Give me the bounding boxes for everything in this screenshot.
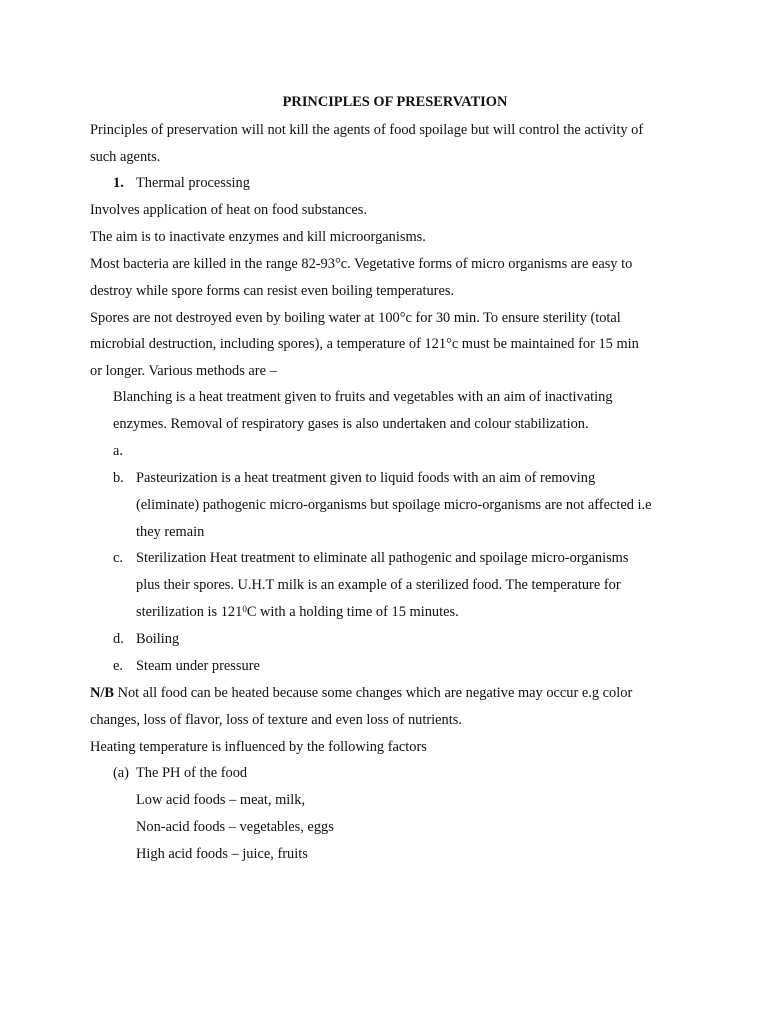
- list-marker-e: e.: [113, 658, 123, 674]
- factors-intro: Heating temperature is influenced by the following factors: [90, 739, 427, 755]
- list-marker-a: a.: [113, 443, 123, 459]
- factor-a-text: The PH of the food: [136, 765, 248, 781]
- body-line: Most bacteria are killed in the range 82-93°c. Vegetative forms of micro organisms are easy to: [90, 256, 633, 272]
- list-item-c-line: Sterilization Heat treatment to eliminate all pathogenic and spoilage micro-organisms: [136, 550, 629, 566]
- list-item-b-line: (eliminate) pathogenic micro-organisms but spoilage micro-organisms are not affected i.e: [136, 497, 652, 513]
- section-heading: Thermal processing: [136, 175, 250, 191]
- list-item-e: Steam under pressure: [136, 658, 260, 674]
- note-line-1: [90, 684, 632, 702]
- body-line: microbial destruction, including spores), a temperature of 121°c must be maintained for 15 min: [90, 336, 639, 352]
- body-line: Spores are not destroyed even by boiling water at 100°c for 30 min. To ensure sterility (total: [90, 310, 621, 326]
- body-line: Involves application of heat on food substances.: [90, 202, 367, 218]
- list-marker-d: d.: [113, 631, 124, 647]
- note-line-2: changes, loss of flavor, loss of texture and even loss of nutrients.: [90, 712, 462, 728]
- list-item-b-line: they remain: [136, 524, 205, 540]
- body-line: The aim is to inactivate enzymes and kill microorganisms.: [90, 229, 426, 245]
- list-marker-c: c.: [113, 550, 123, 566]
- factor-marker-a: (a): [113, 765, 129, 781]
- note-label: N/B: [90, 685, 114, 701]
- factor-sub-item: Low acid foods – meat, milk,: [136, 792, 306, 808]
- factor-sub-item: Non-acid foods – vegetables, eggs: [136, 819, 334, 835]
- list-item-c-line: plus their spores. U.H.T milk is an example of a sterilized food. The temperature for: [136, 577, 621, 593]
- blanching-line-1: Blanching is a heat treatment given to fruits and vegetables with an aim of inactivating: [113, 389, 613, 405]
- section-number: 1.: [113, 175, 124, 191]
- body-line: destroy while spore forms can resist even boiling temperatures.: [90, 283, 455, 299]
- intro-line-1: Principles of preservation will not kill the agents of food spoilage but will control the activity of: [90, 122, 644, 138]
- page-title: PRINCIPLES OF PRESERVATION: [282, 94, 508, 110]
- list-item-c-line: [136, 603, 459, 621]
- list-item-d: Boiling: [136, 631, 180, 647]
- sterilization-holding-text: C with a holding time of 15 minutes.: [246, 604, 459, 620]
- body-line: or longer. Various methods are –: [90, 363, 277, 379]
- intro-line-2: such agents.: [90, 149, 161, 165]
- blanching-line-2: enzymes. Removal of respiratory gases is also undertaken and colour stabilization.: [113, 416, 589, 432]
- factor-sub-item: High acid foods – juice, fruits: [136, 846, 308, 862]
- list-item-b-line: Pasteurization is a heat treatment given to liquid foods with an aim of removing: [136, 470, 596, 486]
- degree-superscript: 0: [242, 604, 247, 614]
- list-marker-b: b.: [113, 470, 124, 486]
- sterilization-temp-text: sterilization is 121: [136, 604, 243, 620]
- note-text: Not all food can be heated because some changes which are negative may occur e.g color: [114, 685, 633, 701]
